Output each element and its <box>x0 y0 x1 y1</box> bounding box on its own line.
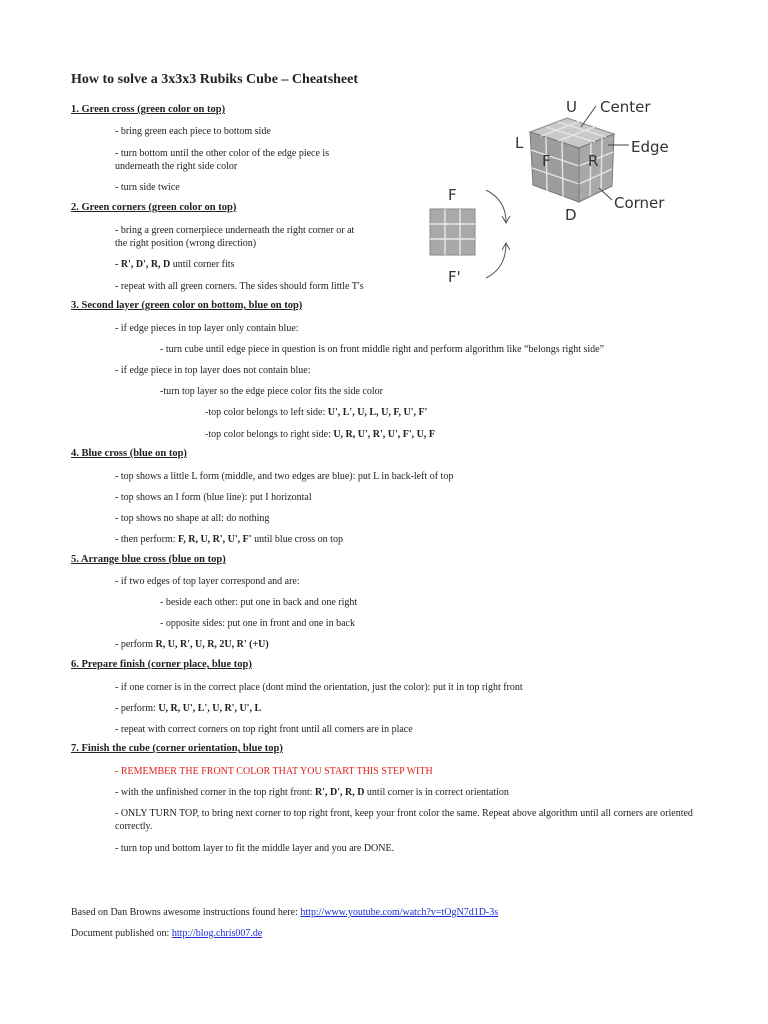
s4-line-3: - top shows no shape at all: do nothing <box>115 513 270 524</box>
s3-right-moves: U, R, U', R', U', F', U, F <box>333 429 435 440</box>
s3-line-6 <box>205 428 435 441</box>
s7-moves: R', D', R, D <box>314 787 365 798</box>
s3-line-3: - if edge piece in top layer does not contain blue: <box>115 365 311 376</box>
label-r: R <box>588 152 599 170</box>
s7-line-4: - turn top und bottom layer to fit the middle layer and you are DONE. <box>115 843 395 854</box>
label-center: Center <box>600 98 651 116</box>
s7-line-3: - ONLY TURN TOP, to bring next corner to top right front, keep your front color the same. Repeat above algorithm until all corners are oriented correctly. <box>115 808 693 832</box>
cube-diagram <box>400 82 692 302</box>
s5-line-2: - beside each other: put one in back and one right <box>160 597 358 608</box>
blog-link[interactable]: http://blog.chris007.de <box>171 928 263 939</box>
section-4-heading: 4. Blue cross (blue on top) <box>71 448 187 459</box>
s3-left-moves: U', L', U, L, U, F, U', F' <box>327 407 428 418</box>
label-d: D <box>565 206 577 224</box>
s3-line-1: - if edge pieces in top layer only contain blue: <box>115 323 299 334</box>
s6-line-3: - repeat with correct corners on top right front until all corners are in place <box>115 724 413 735</box>
s2-moves: - R', D', R, D <box>115 259 171 270</box>
s5-moves: R, U, R', U, R, 2U, R' (+U) <box>155 639 269 650</box>
label-l: L <box>515 134 524 152</box>
s4-line-4 <box>115 533 343 546</box>
label-u: U <box>566 98 577 116</box>
s2-line-2 <box>115 258 234 271</box>
s4-line-2: - top shows an I form (blue line): put I horizontal <box>115 492 312 503</box>
section-3-heading: 3. Second layer (green color on bottom, blue on top) <box>71 300 303 311</box>
s6-line-2-text: - perform: <box>115 703 159 714</box>
section-5-heading: 5. Arrange blue cross (blue on top) <box>71 554 226 565</box>
s5-line-1: - if two edges of top layer correspond and are: <box>115 576 300 587</box>
section-1-heading: 1. Green cross (green color on top) <box>71 104 226 115</box>
s2-line-2-rest: until corner fits <box>170 259 235 270</box>
label-f-prime: F' <box>448 268 461 286</box>
s3-line-5 <box>205 406 427 419</box>
cube-diagram-svg <box>400 82 692 302</box>
s1-line-2b: underneath the right side color <box>115 161 238 172</box>
s5-line-3: - opposite sides: put one in front and one in back <box>160 618 355 629</box>
footer-based-on <box>71 906 498 919</box>
section-6-heading: 6. Prepare finish (corner place, blue top) <box>71 659 252 670</box>
s6-moves: U, R, U', L', U, R', U', L <box>158 703 262 714</box>
s2-line-1a: - bring a green cornerpiece underneath the right corner or at <box>115 225 355 236</box>
label-corner: Corner <box>614 194 665 212</box>
s1-line-3: - turn side twice <box>115 182 180 193</box>
section-7-heading: 7. Finish the cube (corner orientation, blue top) <box>71 743 283 754</box>
s3-line-5-text: -top color belongs to left side: <box>205 407 328 418</box>
footer-published-text: Document published on: <box>71 928 172 939</box>
s6-line-2 <box>115 702 261 715</box>
label-edge: Edge <box>631 138 669 156</box>
s3-line-6-text: -top color belongs to right side: <box>205 429 334 440</box>
s2-line-1b: the right position (wrong direction) <box>115 238 257 249</box>
s3-line-2: - turn cube until edge piece in question is on front middle right and perform algorithm like “belongs right side” <box>160 344 605 355</box>
s7-warning: - REMEMBER THE FRONT COLOR THAT YOU START THIS STEP WITH <box>115 766 433 777</box>
page-title: How to solve a 3x3x3 Rubiks Cube – Cheatsheet <box>71 72 359 87</box>
s5-line-4-text: - perform <box>115 639 156 650</box>
youtube-link[interactable]: http://www.youtube.com/watch?v=tOgN7d1D-3s <box>300 907 499 918</box>
s4-line-4-rest: until blue cross on top <box>251 534 343 545</box>
s7-line-2 <box>115 786 509 799</box>
footer-based-text: Based on Dan Browns awesome instructions found here: <box>71 907 301 918</box>
s1-line-2a: - turn bottom until the other color of the edge piece is <box>115 148 330 159</box>
s3-line-4: -turn top layer so the edge piece color fits the side color <box>160 386 383 397</box>
s1-line-1: - bring green each piece to bottom side <box>115 126 271 137</box>
footer-published <box>71 927 262 940</box>
s5-line-4 <box>115 638 269 651</box>
front-face-grid-icon <box>430 209 475 255</box>
s7-line-2-rest: until corner is in correct orientation <box>364 787 509 798</box>
s4-moves: F, R, U, R', U', F' <box>178 534 252 545</box>
section-2-heading: 2. Green corners (green color on top) <box>71 202 237 213</box>
label-f-move: F <box>448 186 457 204</box>
s4-line-1: - top shows a little L form (middle, and two edges are blue): put L in back-left of top <box>115 471 454 482</box>
s7-line-2-text: - with the unfinished corner in the top right front: <box>115 787 315 798</box>
label-f-face: F <box>542 152 551 170</box>
s2-line-3: - repeat with all green corners. The sides should form little T's <box>115 281 364 292</box>
s6-line-1: - if one corner is in the correct place (dont mind the orientation, just the color): put it in top right front <box>115 682 523 693</box>
s4-line-4-text: - then perform: <box>115 534 179 545</box>
